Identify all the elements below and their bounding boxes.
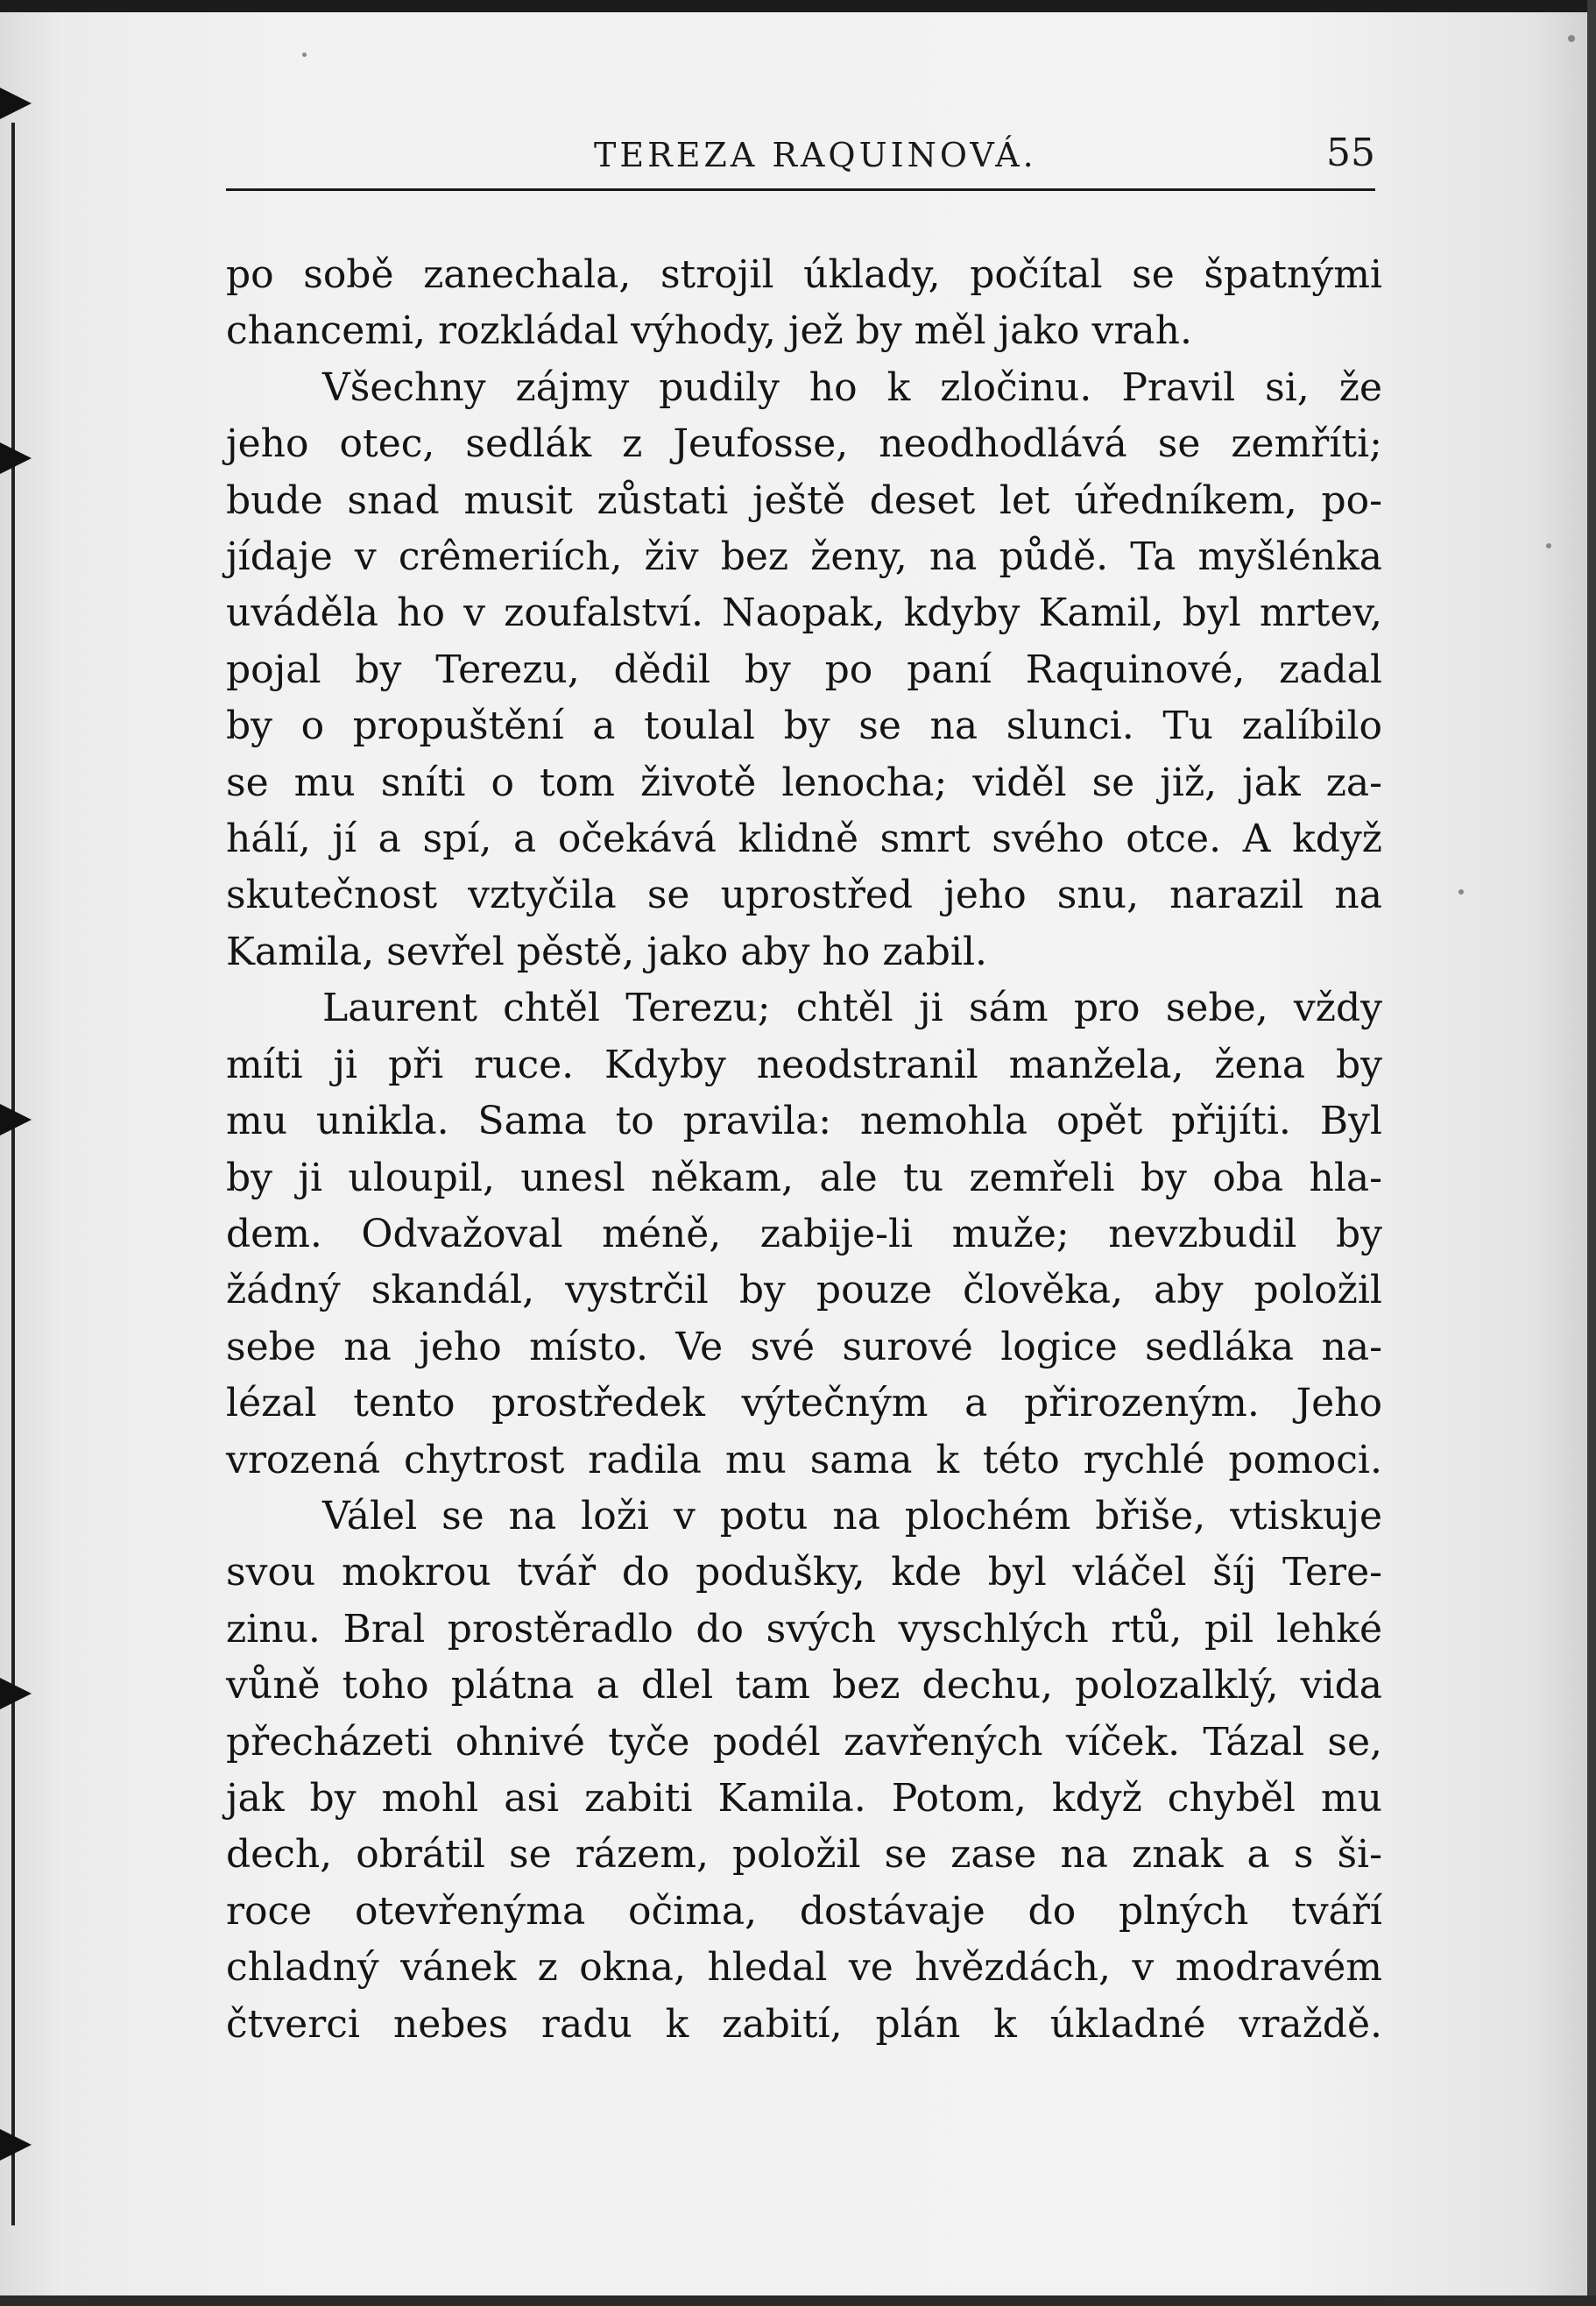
binding-line — [11, 123, 15, 2225]
scan-bottom-edge — [0, 2295, 1596, 2306]
text-line: přecházeti ohnivé tyče podél zavřených víček. Tázal se, — [226, 1719, 1382, 1765]
text-line: svou mokrou tvář do podušky, kde byl vláčel šíj Tere- — [226, 1550, 1382, 1595]
text-line: chladný vánek z okna, hledal ve hvězdách, v modravém — [226, 1945, 1382, 1991]
running-head — [226, 127, 1375, 191]
text-line: uváděla ho v zoufalství. Naopak, kdyby Kamil, byl mrtev, — [226, 591, 1382, 636]
text-line: žádný skandál, vystrčil by pouze člověka, aby položil — [226, 1268, 1382, 1313]
binding-mark — [0, 2129, 32, 2161]
scan-top-edge — [0, 0, 1596, 12]
text-line: vrozená chytrost radila mu sama k této rychlé pomoci. — [226, 1437, 1382, 1482]
text-line: míti ji při ruce. Kdyby neodstranil manžela, žena by — [226, 1042, 1382, 1087]
text-line: by ji uloupil, unesl někam, ale tu zemřeli by oba hla- — [226, 1155, 1382, 1200]
text-line: hálí, jí a spí, a očekává klidně smrt svého otce. A když — [226, 817, 1382, 862]
scan-speck — [1458, 889, 1464, 895]
text-line: mu unikla. Sama to pravila: nemohla opět přijíti. Byl — [226, 1099, 1382, 1144]
text-line: zinu. Bral prostěradlo do svých vyschlých rtů, pil lehké — [226, 1606, 1382, 1652]
text-line: pojal by Terezu, dědil by po paní Raquinové, zadal — [226, 647, 1382, 692]
scan-speck — [1546, 543, 1551, 548]
header-title: TEREZA RAQUINOVÁ. — [594, 136, 1037, 174]
text-line: jídaje v crêmeriích, živ bez ženy, na půdě. Ta myšlénka — [226, 534, 1382, 580]
text-line: skutečnost vztyčila se uprostřed jeho snu, narazil na — [226, 873, 1382, 918]
text-line: chancemi, rozkládal výhody, jež by měl jako vrah. — [226, 308, 1192, 354]
text-line: roce otevřenýma očima, dostávaje do plných tváří — [226, 1888, 1382, 1934]
binding-mark — [0, 88, 32, 119]
text-line: bude snad musit zůstati ještě deset let úředníkem, po- — [226, 477, 1382, 523]
scan-right-edge — [1587, 0, 1596, 2306]
text-line: jeho otec, sedlák z Jeufosse, neodhodlává se zemříti; — [226, 421, 1382, 467]
text-line: Válel se na loži v potu na plochém břiše, vtiskuje — [322, 1493, 1382, 1539]
text-line: dem. Odvažoval méně, zabije-li muže; nevzbudil by — [226, 1211, 1382, 1256]
text-line: Kamila, sevřel pěstě, jako aby ho zabil. — [226, 929, 988, 974]
text-line: Laurent chtěl Terezu; chtěl ji sám pro sebe, vždy — [322, 986, 1382, 1031]
text-line: lézal tento prostředek výtečným a přirozeným. Jeho — [226, 1381, 1382, 1426]
text-line: sebe na jeho místo. Ve své surové logice sedláka na- — [226, 1324, 1382, 1369]
text-line: po sobě zanechala, strojil úklady, počítal se špatnými — [226, 252, 1382, 297]
text-line: čtverci nebes radu k zabití, plán k úkladné vraždě. — [226, 2001, 1382, 2047]
text-line: jak by mohl asi zabiti Kamila. Potom, když chyběl mu — [226, 1775, 1382, 1821]
scan-speck — [302, 53, 307, 57]
body-text — [226, 247, 1382, 2053]
text-line: se mu sníti o tom životě lenocha; viděl se již, jak za- — [226, 760, 1382, 805]
text-line: by o propuštění a toulal by se na slunci. Tu zalíbilo — [226, 704, 1382, 749]
binding-mark — [0, 442, 32, 474]
text-line: Všechny zájmy pudily ho k zločinu. Pravil si, že — [322, 364, 1382, 410]
scan-speck — [1568, 35, 1575, 42]
text-line: vůně toho plátna a dlel tam bez dechu, polozalklý, vida — [226, 1663, 1382, 1708]
binding-mark — [0, 1678, 32, 1709]
text-line: dech, obrátil se rázem, položil se zase na znak a s ši- — [226, 1832, 1382, 1878]
binding-mark — [0, 1104, 32, 1135]
page-number: 55 — [1326, 131, 1375, 175]
